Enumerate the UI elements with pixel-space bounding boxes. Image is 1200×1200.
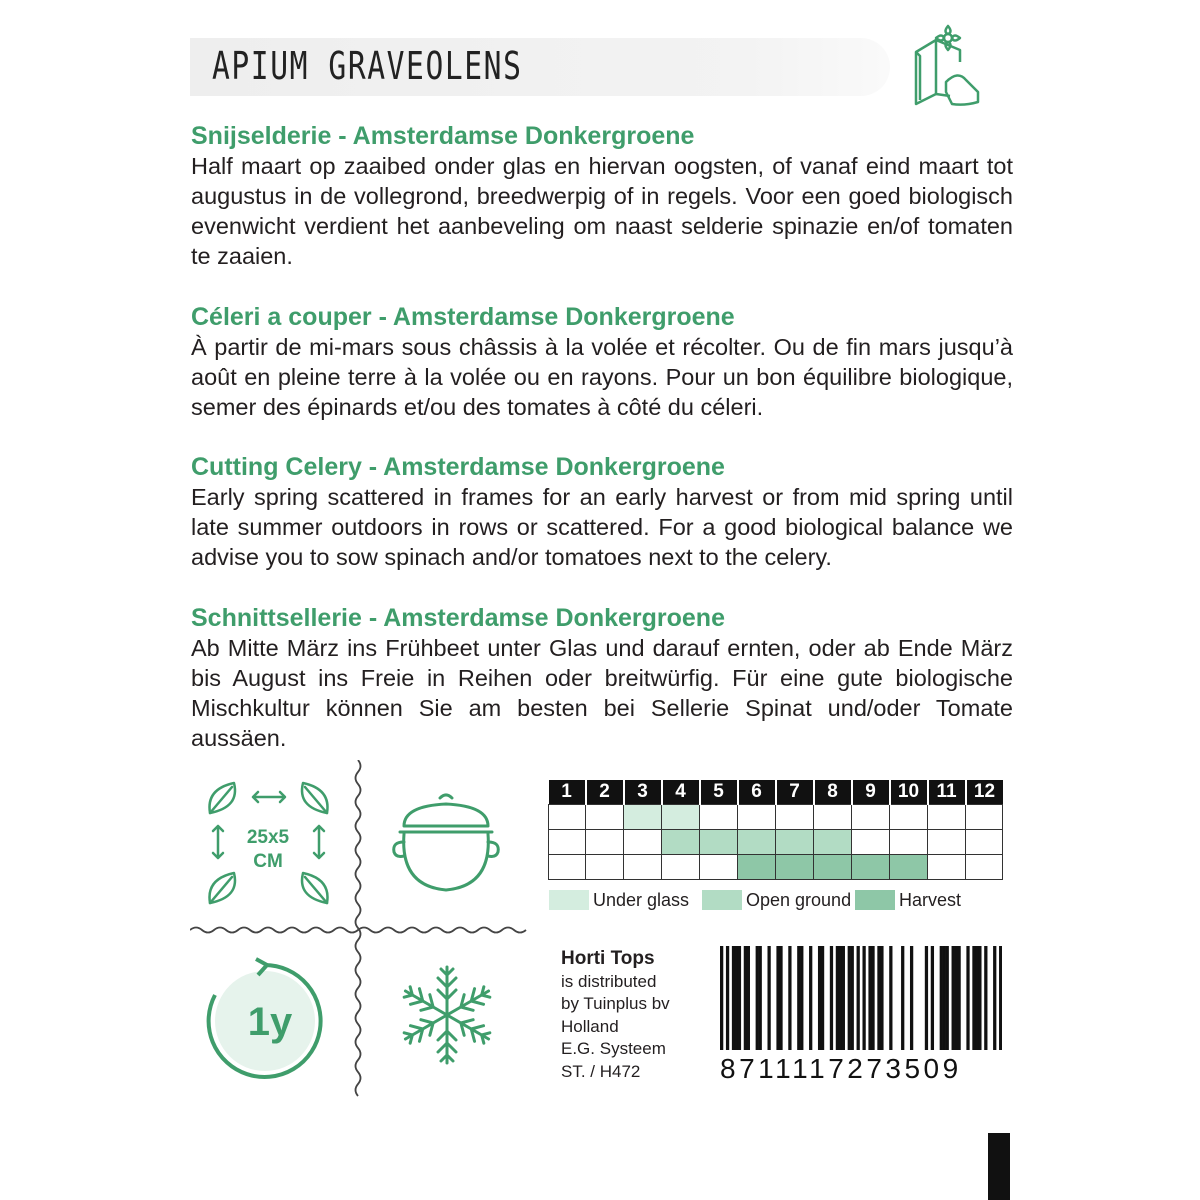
- distributor-info: [561, 948, 670, 1083]
- barcode-bar: [818, 946, 821, 1050]
- barcode-bar: [925, 946, 928, 1050]
- distributor-line-2: by Tuinplus bv: [561, 994, 670, 1013]
- barcode-bar: [839, 946, 842, 1050]
- legend-harvest: [855, 889, 961, 911]
- calendar-month-2: 2: [586, 780, 624, 805]
- calendar-row-under-glass: [549, 805, 1003, 830]
- barcode-bar: [756, 946, 759, 1050]
- section-german: [191, 603, 1013, 753]
- barcode-bar: [957, 946, 960, 1050]
- barcode-bar: [889, 946, 892, 1050]
- calendar-month-5: 5: [700, 780, 738, 805]
- section-title-french: Céleri a couper - Amsterdamse Donkergroene: [191, 303, 735, 331]
- calendar-month-12: 12: [966, 780, 1003, 805]
- calendar-months-row: [549, 780, 1003, 805]
- section-french: [191, 302, 1013, 422]
- calendar-cell: [624, 805, 662, 830]
- calendar-cell: [966, 855, 1003, 880]
- latin-name-title: APIUM GRAVEOLENS: [212, 44, 523, 88]
- calendar-cell: [814, 805, 852, 830]
- spacing-label: [236, 826, 300, 874]
- calendar-cell: [624, 830, 662, 855]
- barcode-bar: [809, 946, 812, 1050]
- barcode-bar: [747, 946, 750, 1050]
- cooking-pot-icon: [390, 790, 502, 900]
- calendar-cell: [700, 830, 738, 855]
- barcode-bar: [788, 946, 791, 1050]
- greenhouse-icon: [906, 22, 986, 112]
- legend-label-open-ground: Open ground: [746, 889, 852, 910]
- section-body-english: Early spring scattered in frames for an early harvest or from mid spring until late summer outdoors in rows or scattered. For a good biological balance we advise you to sow spinach and/or tomatoes next to the celery.: [191, 484, 1013, 570]
- section-body-french: À partir de mi-mars sous châssis à la volée et récolter. Ou de fin mars jusqu’à août en pleine terre à la volée ou en rayons. Pour un bon équilibre biologique, semer des épinards et/ou des tomates à côté du céleri.: [191, 334, 1013, 420]
- barcode-bar: [738, 946, 741, 1050]
- calendar-cell: [549, 830, 586, 855]
- barcode-bar: [877, 946, 880, 1050]
- barcode-bar: [767, 946, 770, 1050]
- calendar-cell: [890, 855, 928, 880]
- barcode-bar: [952, 946, 955, 1050]
- calendar-month-6: 6: [738, 780, 776, 805]
- barcode-bar: [800, 946, 803, 1050]
- spacing-value: 25x5: [246, 827, 290, 848]
- duration-label: 1y: [247, 1000, 293, 1044]
- legend-open-ground: [702, 889, 851, 911]
- calendar-cell: [814, 830, 852, 855]
- barcode-bar: [848, 946, 851, 1050]
- calendar-cell: [662, 805, 700, 830]
- legend-swatch-under-glass: [549, 890, 589, 910]
- barcode-bar: [943, 946, 946, 1050]
- calendar-month-9: 9: [852, 780, 890, 805]
- barcode-bar: [931, 946, 934, 1050]
- spacing-unit: CM: [253, 851, 283, 872]
- calendar-cell: [776, 855, 814, 880]
- distributor-line-4: E.G. Systeem: [561, 1039, 666, 1058]
- calendar-month-7: 7: [776, 780, 814, 805]
- barcode-bar: [851, 946, 854, 1050]
- calendar-row-open-ground: [549, 830, 1003, 855]
- barcode-bar: [857, 946, 860, 1050]
- calendar-cell: [549, 855, 586, 880]
- barcode-bar: [836, 946, 839, 1050]
- brand-name: Horti Tops: [561, 948, 655, 969]
- barcode-bar: [732, 946, 735, 1050]
- registration-mark: [988, 1133, 1010, 1200]
- barcode-bar: [735, 946, 738, 1050]
- calendar-cell: [586, 805, 624, 830]
- section-title-german: Schnittsellerie - Amsterdamse Donkergroene: [191, 604, 725, 632]
- barcode-bar: [910, 946, 913, 1050]
- barcode-bar: [797, 946, 800, 1050]
- calendar-month-3: 3: [624, 780, 662, 805]
- distributor-line-3: Holland: [561, 1016, 619, 1036]
- calendar-cell: [890, 830, 928, 855]
- barcode-bar: [999, 946, 1002, 1050]
- calendar-cell: [700, 855, 738, 880]
- calendar-month-8: 8: [814, 780, 852, 805]
- calendar-cell: [549, 805, 586, 830]
- section-body-german: Ab Mitte März ins Frühbeet unter Glas und darauf ernten, oder ab Ende März bis August ins Freie in Reihen oder breitwürfig. Für eine gute biologische Mischkultur können Sie am besten bei Sellerie Spinat und/oder Tomate aussäen.: [191, 635, 1013, 751]
- calendar-cell: [776, 830, 814, 855]
- calendar-cell: [928, 855, 966, 880]
- barcode-bar: [972, 946, 975, 1050]
- calendar-cell: [776, 805, 814, 830]
- calendar-cell: [662, 855, 700, 880]
- calendar-cell: [928, 830, 966, 855]
- calendar-cell: [738, 805, 776, 830]
- legend-swatch-open-ground: [702, 890, 742, 910]
- calendar-cell: [586, 855, 624, 880]
- barcode-bar: [975, 946, 978, 1050]
- legend-label-harvest: Harvest: [899, 889, 962, 910]
- legend-label-under-glass: Under glass: [593, 889, 690, 910]
- distributor-line-1: is distributed: [561, 971, 657, 991]
- barcode-bar: [955, 946, 958, 1050]
- calendar-cell: [624, 855, 662, 880]
- snowflake-icon: [392, 960, 502, 1070]
- sowing-calendar: [548, 780, 1003, 880]
- calendar-cell: [966, 805, 1003, 830]
- legend-swatch-harvest: [855, 890, 895, 910]
- divider-horizontal: [190, 922, 530, 938]
- barcode-bar: [842, 946, 845, 1050]
- calendar-cell: [586, 830, 624, 855]
- barcode-bar: [726, 946, 729, 1050]
- calendar-month-4: 4: [662, 780, 700, 805]
- calendar-month-11: 11: [928, 780, 966, 805]
- calendar-month-10: 10: [890, 780, 928, 805]
- barcode-bar: [776, 946, 779, 1050]
- barcode-bar: [984, 946, 987, 1050]
- calendar-cell: [700, 805, 738, 830]
- barcode-bar: [744, 946, 747, 1050]
- barcode-bar: [901, 946, 904, 1050]
- distributor-line-5: ST. / H472: [561, 1061, 641, 1081]
- barcode-bar: [821, 946, 824, 1050]
- calendar-cell: [852, 830, 890, 855]
- section-body-dutch: Half maart op zaaibed onder glas en hiervan oogsten, of vanaf eind maart tot augustus in de vollegrond, breedwerpig of in regels. Voor een goed biologisch evenwicht verdient het aanbeveling om naast selderie spinazie en/of tomaten te zaaien.: [191, 153, 1013, 269]
- barcode-bar: [940, 946, 943, 1050]
- calendar-cell: [852, 805, 890, 830]
- barcode: [720, 946, 1002, 1056]
- calendar-cell: [852, 855, 890, 880]
- barcode-bar: [978, 946, 981, 1050]
- section-english: [191, 452, 1013, 572]
- calendar-row-harvest: [549, 855, 1003, 880]
- barcode-bar: [871, 946, 874, 1050]
- barcode-bar: [779, 946, 782, 1050]
- barcode-bar: [993, 946, 996, 1050]
- barcode-bar: [830, 946, 833, 1050]
- barcode-bar: [868, 946, 871, 1050]
- section-title-dutch: Snijselderie - Amsterdamse Donkergroene: [191, 122, 695, 150]
- barcode-bar: [880, 946, 883, 1050]
- barcode-digits: 8711117273509: [720, 1053, 962, 1084]
- calendar-cell: [738, 830, 776, 855]
- calendar-cell: [890, 805, 928, 830]
- barcode-bar: [966, 946, 969, 1050]
- barcode-bar: [862, 946, 865, 1050]
- barcode-bar: [759, 946, 762, 1050]
- section-dutch: [191, 121, 1013, 271]
- calendar-cell: [738, 855, 776, 880]
- barcode-bar: [720, 946, 723, 1050]
- section-title-english: Cutting Celery - Amsterdamse Donkergroene: [191, 453, 725, 481]
- calendar-cell: [814, 855, 852, 880]
- calendar-cell: [662, 830, 700, 855]
- calendar-cell: [928, 805, 966, 830]
- calendar-cell: [966, 830, 1003, 855]
- calendar-month-1: 1: [549, 780, 586, 805]
- barcode-bar: [946, 946, 949, 1050]
- legend-under-glass: [549, 889, 689, 911]
